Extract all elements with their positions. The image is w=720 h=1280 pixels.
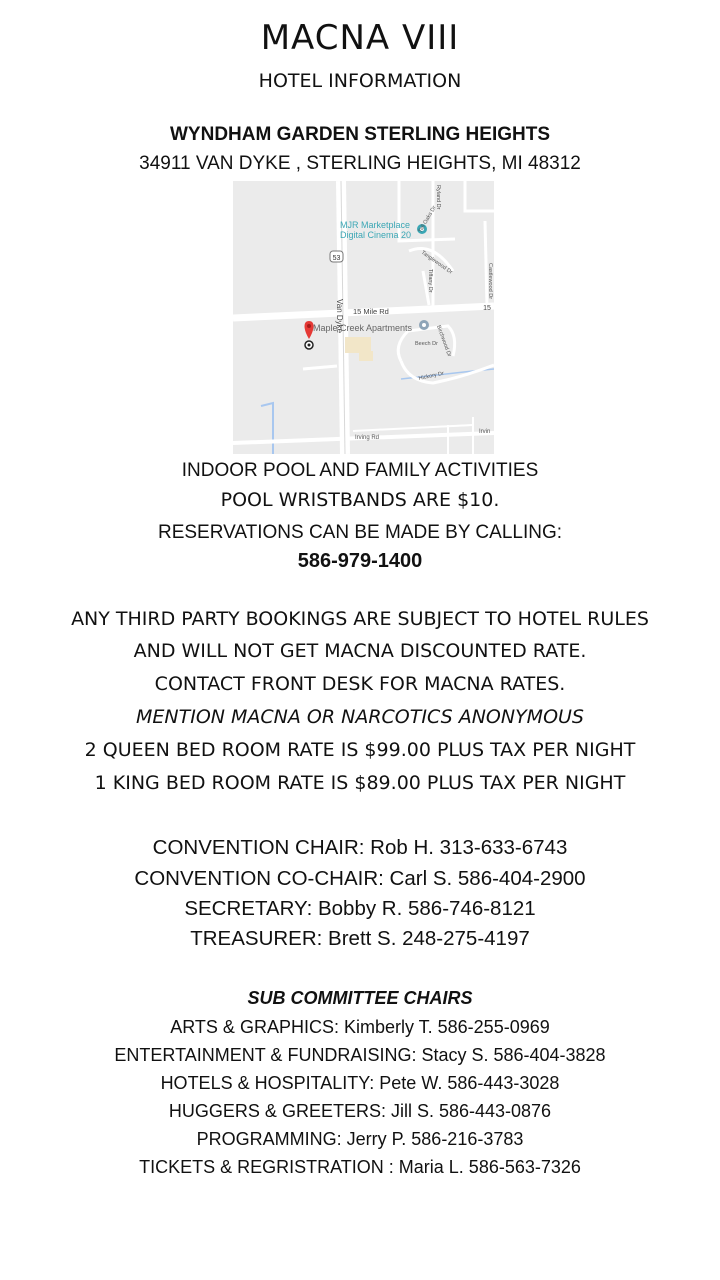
subcommittee-item: HUGGERS & GREETERS: Jill S. 586-443-0876 [168, 1101, 552, 1121]
page-subtitle: HOTEL INFORMATION [258, 70, 462, 92]
convention-cochair: CONVENTION CO-CHAIR: Carl S. 586-404-2900 [134, 867, 586, 890]
road-tall-oaks-label: Tall Oaks Dr [417, 205, 438, 234]
road-birchwood-label: Birchwood Dr [435, 324, 453, 358]
rate-king: 1 KING BED ROOM RATE IS $89.00 PLUS TAX PER NIGHT [94, 772, 626, 794]
wristband-info: POOL WRISTBANDS ARE $10. [220, 489, 500, 511]
subcommittee-header: SUB COMMITTEE CHAIRS [247, 988, 473, 1008]
poi-apartments-label: Maple Creek Apartments [313, 323, 413, 333]
subcommittee-item: TICKETS & REGRISTRATION : Maria L. 586-563-7326 [139, 1157, 581, 1177]
subcommittee-item: ARTS & GRAPHICS: Kimberly T. 586-255-0969 [170, 1017, 550, 1037]
treasurer: TREASURER: Brett S. 248-275-4197 [190, 927, 530, 950]
rules-line-2: AND WILL NOT GET MACNA DISCOUNTED RATE. [133, 640, 587, 662]
apartments-marker-icon[interactable] [419, 320, 429, 330]
rules-line-1: ANY THIRD PARTY BOOKINGS ARE SUBJECT TO HOTEL RULES [71, 608, 649, 630]
convention-chair: CONVENTION CHAIR: Rob H. 313-633-6743 [152, 836, 568, 859]
rate-queen: 2 QUEEN BED ROOM RATE IS $99.00 PLUS TAX PER NIGHT [84, 739, 636, 761]
rules-line-3: CONTACT FRONT DESK FOR MACNA RATES. [154, 673, 566, 695]
hotel-name: WYNDHAM GARDEN STERLING HEIGHTS [170, 124, 550, 145]
rules-line-4: MENTION MACNA OR NARCOTICS ANONYMOUS [136, 706, 584, 728]
road-beech-label: Beech Dr [415, 341, 438, 347]
subcommittee-item: HOTELS & HOSPITALITY: Pete W. 586-443-3028 [160, 1073, 560, 1093]
subcommittee-item: ENTERTAINMENT & FUNDRAISING: Stacy S. 586-404-3828 [114, 1045, 606, 1065]
road-tiffany-label: Tiffany Dr [427, 269, 433, 293]
road-tanglewood-label: Tanglewood Dr [419, 249, 454, 276]
hotel-map[interactable] [233, 181, 494, 454]
road-ryland-label: Ryland Dr [435, 185, 441, 210]
road-irving-east-label: Irvin [479, 429, 491, 435]
road-hickory-label: Hickory Dr [418, 370, 445, 382]
reservations-phone[interactable]: 586-979-1400 [297, 550, 423, 572]
secretary: SECRETARY: Bobby R. 586-746-8121 [184, 897, 536, 920]
poi-cinema-label-2: Digital Cinema 20 [340, 230, 412, 240]
pool-info: INDOOR POOL AND FAMILY ACTIVITIES [181, 460, 539, 481]
road-van-dyke-label: Van Dyke [335, 299, 344, 334]
route-15-label: 15 [483, 305, 491, 312]
poi-cinema-label-1: MJR Marketplace [340, 220, 411, 230]
subcommittee-item: PROGRAMMING: Jerry P. 586-216-3783 [196, 1129, 524, 1149]
road-castlewood-label: Castlewood Dr [487, 263, 493, 300]
page-title: MACNA VIII [260, 18, 460, 58]
hotel-address: 34911 VAN DYKE , STERLING HEIGHTS, MI 48312 [139, 153, 581, 174]
road-irving-label: Irving Rd [355, 435, 380, 441]
route-53-label: 53 [332, 255, 341, 262]
road-15-mile-label: 15 Mile Rd [353, 307, 389, 316]
reservations-info: RESERVATIONS CAN BE MADE BY CALLING: [157, 522, 563, 543]
